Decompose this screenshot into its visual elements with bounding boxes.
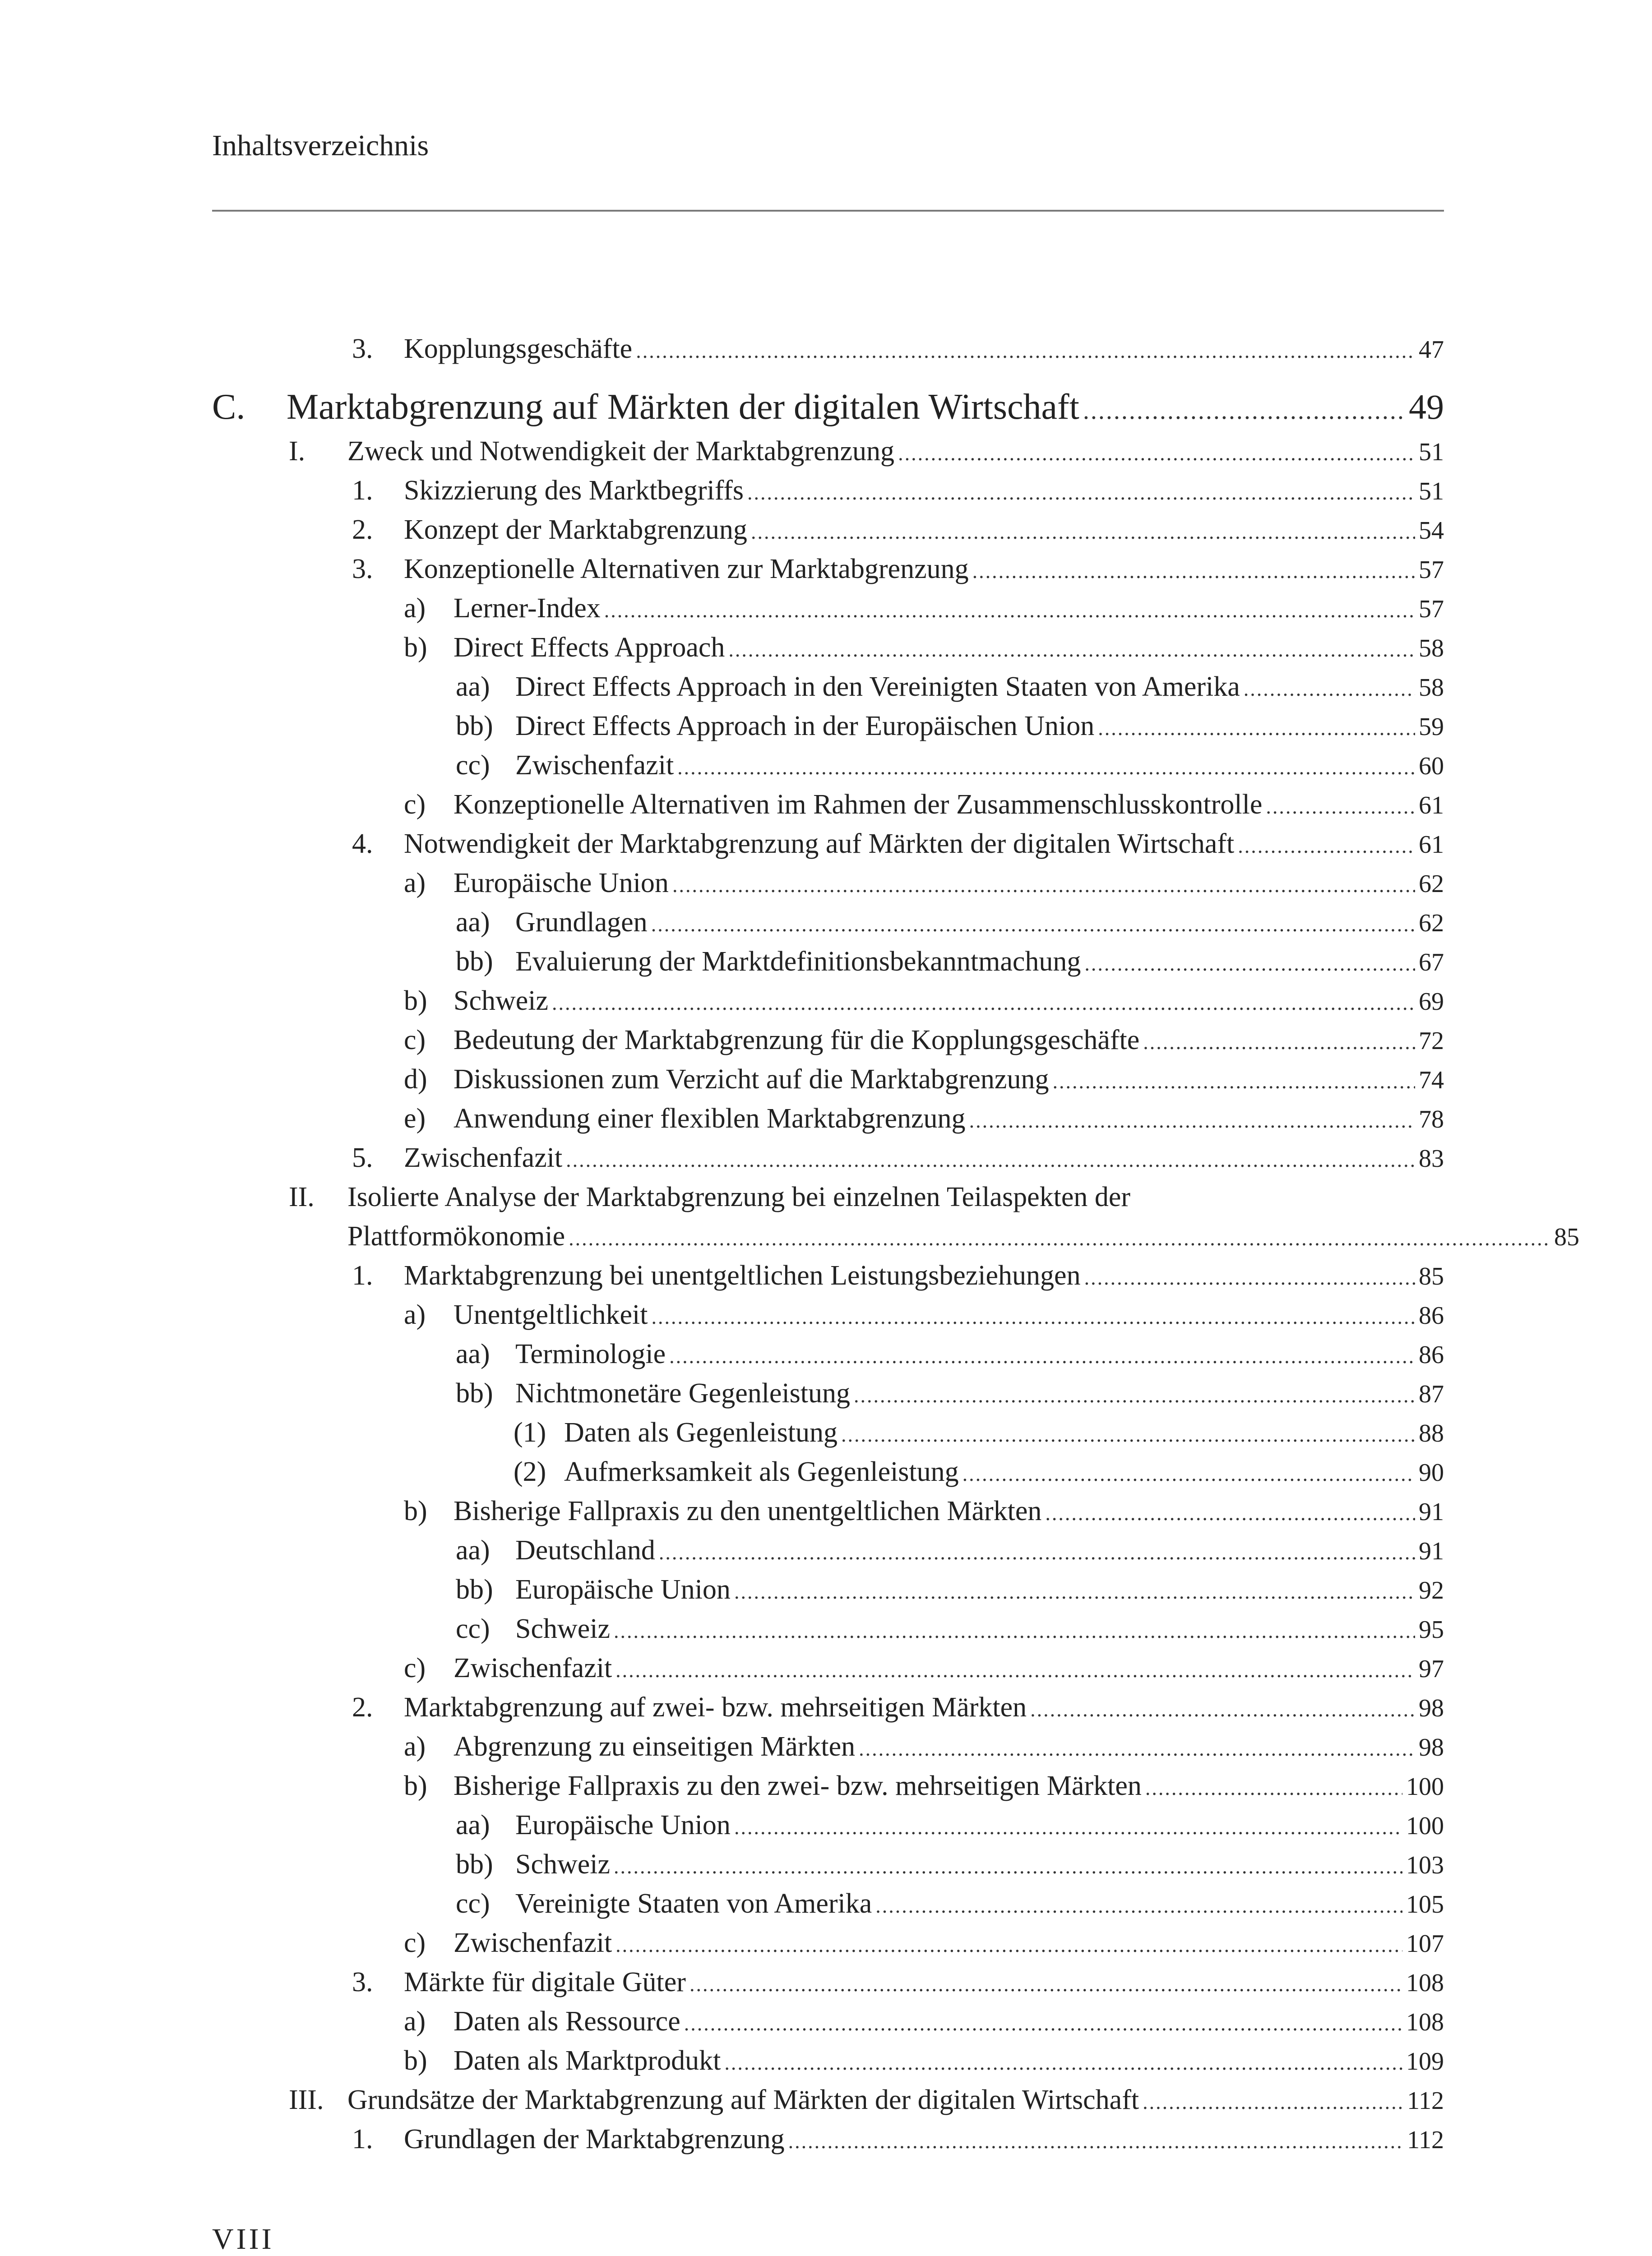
toc-entry[interactable] xyxy=(212,1570,1444,1609)
dot-leader xyxy=(751,512,1415,551)
toc-entry-page: 69 xyxy=(1419,988,1444,1016)
toc-entry[interactable] xyxy=(212,981,1444,1021)
dot-leader xyxy=(651,905,1415,944)
toc-entry-page: 109 xyxy=(1406,2048,1444,2076)
toc-entry-title: Aufmerksamkeit als Gegenleistung xyxy=(564,1456,959,1487)
toc-entry-number: c) xyxy=(404,1653,426,1683)
toc-entry[interactable] xyxy=(212,824,1444,864)
dot-leader xyxy=(659,1533,1415,1572)
toc-entry-number: b) xyxy=(404,1771,427,1801)
toc-entry-page: 86 xyxy=(1419,1302,1444,1330)
toc-entry[interactable] xyxy=(212,864,1444,903)
toc-entry-title: Terminologie xyxy=(515,1339,666,1369)
toc-entry-page: 108 xyxy=(1406,1969,1444,1997)
toc-entry-title: Grundlagen der Marktabgrenzung xyxy=(404,2124,785,2154)
toc-entry[interactable] xyxy=(212,1649,1444,1688)
toc-entry-number: cc) xyxy=(456,1888,490,1919)
toc-entry[interactable] xyxy=(212,667,1444,707)
dot-leader xyxy=(1238,826,1415,865)
toc-entry-page: 54 xyxy=(1419,517,1444,545)
toc-entry[interactable] xyxy=(212,707,1444,746)
table-of-contents xyxy=(212,329,1579,2159)
toc-entry-title: Notwendigkeit der Marktabgrenzung auf Märkten der digitalen Wirtschaft xyxy=(404,828,1235,859)
toc-entry-page: 91 xyxy=(1419,1537,1444,1565)
toc-entry-number: 1. xyxy=(352,475,373,506)
dot-leader xyxy=(1084,944,1415,983)
toc-entry-title: Europäische Union xyxy=(453,868,669,898)
toc-entry-number: aa) xyxy=(456,671,490,702)
toc-entry-title: Konzept der Marktabgrenzung xyxy=(404,514,747,545)
dot-leader xyxy=(1266,787,1415,826)
toc-entry[interactable] xyxy=(212,785,1444,824)
toc-entry-page: 72 xyxy=(1419,1027,1444,1055)
toc-entry-title: Evaluierung der Marktdefinitionsbekanntmachung xyxy=(515,946,1081,977)
toc-entry-title: Zweck und Notwendigkeit der Marktabgrenzung xyxy=(347,436,895,467)
dot-leader xyxy=(747,473,1415,512)
toc-entry-page: 67 xyxy=(1419,948,1444,976)
toc-entry-title: Diskussionen zum Verzicht auf die Marktabgrenzung xyxy=(453,1064,1049,1095)
toc-entry[interactable] xyxy=(212,1766,1444,1806)
dot-leader xyxy=(614,1847,1402,1886)
toc-entry-page: 78 xyxy=(1419,1105,1444,1133)
toc-entry-number: aa) xyxy=(456,1535,490,1566)
dot-leader xyxy=(669,1336,1415,1376)
toc-entry-title: Bedeutung der Marktabgrenzung für die Kopplungsgeschäfte xyxy=(453,1025,1140,1055)
toc-entry-number: (2) xyxy=(514,1456,546,1487)
dot-leader xyxy=(684,2004,1402,2043)
toc-entry-page: 91 xyxy=(1419,1498,1444,1526)
toc-entry-page: 85 xyxy=(1419,1262,1444,1290)
toc-entry-page: 57 xyxy=(1419,595,1444,623)
toc-entry-page: 112 xyxy=(1407,2126,1444,2154)
toc-entry-page: 92 xyxy=(1419,1576,1444,1604)
toc-entry-title: Schweiz xyxy=(453,985,549,1016)
toc-entry-number: b) xyxy=(404,2045,427,2076)
toc-entry-title: Zwischenfazit xyxy=(453,1653,612,1683)
dot-leader xyxy=(972,551,1415,591)
toc-entry[interactable] xyxy=(212,2002,1444,2041)
toc-entry-title: Zwischenfazit xyxy=(404,1142,563,1173)
header-rule xyxy=(212,210,1444,212)
toc-entry[interactable] xyxy=(212,628,1444,667)
dot-leader xyxy=(566,1140,1415,1179)
dot-leader xyxy=(1143,1022,1415,1062)
dot-leader xyxy=(615,1925,1402,1965)
toc-entry-title: Abgrenzung zu einseitigen Märkten xyxy=(453,1731,856,1762)
toc-entry-page: 57 xyxy=(1419,556,1444,584)
toc-entry-page: 47 xyxy=(1419,336,1444,364)
toc-entry-number: a) xyxy=(404,1299,426,1330)
toc-entry-title: Nichtmonetäre Gegenleistung xyxy=(515,1378,851,1409)
toc-entry[interactable] xyxy=(212,1727,1444,1766)
dot-leader xyxy=(875,1886,1402,1925)
toc-entry-page: 51 xyxy=(1419,477,1444,505)
toc-entry-number: aa) xyxy=(456,1339,490,1369)
toc-entry-title: Schweiz xyxy=(515,1849,611,1880)
toc-entry[interactable] xyxy=(212,1963,1444,2002)
toc-entry-title: Daten als Gegenleistung xyxy=(564,1417,838,1448)
toc-entry-title: Deutschland xyxy=(515,1535,655,1566)
toc-entry-page: 62 xyxy=(1419,909,1444,937)
toc-entry-title: Unentgeltlichkeit xyxy=(453,1299,648,1330)
toc-entry-title: Daten als Marktprodukt xyxy=(453,2045,721,2076)
toc-entry[interactable] xyxy=(212,1021,1444,1060)
dot-leader xyxy=(1084,1258,1415,1297)
dot-leader xyxy=(734,1808,1402,1847)
toc-entry-number: a) xyxy=(404,868,426,898)
toc-entry-page: 112 xyxy=(1407,2087,1444,2115)
toc-entry-page: 83 xyxy=(1419,1145,1444,1173)
toc-entry-number: 5. xyxy=(352,1142,373,1173)
toc-entry[interactable] xyxy=(212,1452,1444,1492)
toc-entry[interactable] xyxy=(212,1884,1444,1923)
toc-entry[interactable] xyxy=(212,2120,1444,2159)
dot-leader xyxy=(615,1650,1415,1690)
dot-leader xyxy=(788,2122,1404,2161)
toc-entry-title: Grundlagen xyxy=(515,907,648,938)
toc-entry[interactable] xyxy=(212,1335,1444,1374)
toc-entry-number: bb) xyxy=(456,711,493,741)
toc-entry-number: (1) xyxy=(514,1417,546,1448)
toc-entry-number: a) xyxy=(404,1731,426,1762)
toc-entry-number: 1. xyxy=(352,2124,373,2154)
dot-leader xyxy=(677,748,1415,787)
toc-entry-page: 87 xyxy=(1419,1380,1444,1408)
toc-entry-number: aa) xyxy=(456,907,490,938)
toc-entry[interactable] xyxy=(212,432,1444,471)
toc-entry-page: 88 xyxy=(1419,1419,1444,1447)
toc-entry[interactable] xyxy=(212,550,1444,589)
toc-entry-number: 2. xyxy=(352,1692,373,1723)
toc-entry-page: 85 xyxy=(1554,1223,1579,1251)
toc-entry-title: Direct Effects Approach xyxy=(453,632,725,663)
toc-entry[interactable] xyxy=(212,1688,1444,1727)
toc-entry-title: Bisherige Fallpraxis zu den unentgeltlichen Märkten xyxy=(453,1496,1042,1526)
toc-entry-number: b) xyxy=(404,1496,427,1526)
toc-entry-number: a) xyxy=(404,593,426,624)
dot-leader xyxy=(1030,1690,1415,1729)
dot-leader xyxy=(1052,1062,1415,1101)
toc-entry-page: 100 xyxy=(1406,1773,1444,1801)
toc-entry-page: 58 xyxy=(1419,674,1444,702)
toc-entry-number: a) xyxy=(404,2006,426,2037)
dot-leader xyxy=(963,1454,1415,1493)
toc-entry-page: 98 xyxy=(1419,1694,1444,1722)
toc-entry[interactable] xyxy=(212,746,1444,785)
dot-leader xyxy=(689,1965,1402,2004)
toc-entry-title: Grundsätze der Marktabgrenzung auf Märkten der digitalen Wirtschaft xyxy=(347,2085,1139,2115)
dot-leader xyxy=(1244,669,1415,708)
toc-entry[interactable] xyxy=(212,1492,1444,1531)
toc-entry[interactable] xyxy=(212,589,1444,628)
dot-leader xyxy=(636,331,1415,370)
toc-entry-title: Plattformökonomie xyxy=(347,1221,565,1252)
dot-leader xyxy=(854,1376,1415,1415)
toc-entry[interactable] xyxy=(212,1099,1444,1138)
toc-entry-title: Konzeptionelle Alternativen zur Marktabgrenzung xyxy=(404,554,969,584)
dot-leader xyxy=(969,1101,1415,1140)
toc-entry-page: 100 xyxy=(1406,1812,1444,1840)
dot-leader xyxy=(651,1297,1415,1336)
toc-entry-number: bb) xyxy=(456,946,493,977)
toc-entry-number: bb) xyxy=(456,1574,493,1605)
toc-entry-number: 3. xyxy=(352,1967,373,1997)
toc-entry-title: Schweiz xyxy=(515,1613,611,1644)
toc-entry-page: 98 xyxy=(1419,1734,1444,1761)
page-number: VIII xyxy=(212,2223,274,2256)
toc-entry-number: 3. xyxy=(352,554,373,584)
toc-entry[interactable] xyxy=(212,1138,1444,1178)
toc-entry-title: Marktabgrenzung auf zwei- bzw. mehrseitigen Märkten xyxy=(404,1692,1027,1723)
dot-leader xyxy=(1083,386,1405,435)
toc-entry[interactable] xyxy=(212,1413,1444,1452)
dot-leader xyxy=(552,983,1415,1022)
toc-entry-page: 103 xyxy=(1406,1851,1444,1879)
dot-leader xyxy=(604,591,1415,630)
toc-entry-page: 74 xyxy=(1419,1066,1444,1094)
toc-entry-number: III. xyxy=(289,2085,324,2115)
toc-entry[interactable] xyxy=(212,1806,1444,1845)
toc-entry-number: cc) xyxy=(456,1613,490,1644)
toc-entry-number: b) xyxy=(404,632,427,663)
toc-entry[interactable] xyxy=(212,2080,1444,2120)
toc-entry[interactable] xyxy=(212,2041,1444,2080)
toc-entry-title: Zwischenfazit xyxy=(453,1928,612,1958)
toc-entry-page: 105 xyxy=(1406,1891,1444,1919)
toc-entry-title: Zwischenfazit xyxy=(515,750,674,781)
toc-entry-number: c) xyxy=(404,1928,426,1958)
dot-leader xyxy=(728,630,1415,669)
toc-entry-number: I. xyxy=(289,436,305,467)
dot-leader xyxy=(859,1729,1415,1768)
dot-leader xyxy=(1143,2082,1403,2122)
toc-entry[interactable] xyxy=(212,1845,1444,1884)
toc-entry-number: c) xyxy=(404,789,426,820)
toc-entry-title: Bisherige Fallpraxis zu den zwei- bzw. mehrseitigen Märkten xyxy=(453,1771,1142,1801)
toc-entry-title: Lerner-Index xyxy=(453,593,601,624)
toc-entry[interactable] xyxy=(212,1374,1444,1413)
toc-entry-title: Europäische Union xyxy=(515,1810,731,1840)
toc-entry[interactable] xyxy=(212,382,1444,432)
dot-leader xyxy=(1045,1493,1415,1533)
toc-entry-title: Märkte für digitale Güter xyxy=(404,1967,686,1997)
toc-entry-title: Direct Effects Approach in den Vereinigten Staaten von Amerika xyxy=(515,671,1240,702)
toc-entry-page: 61 xyxy=(1419,791,1444,819)
dot-leader xyxy=(1098,708,1415,748)
toc-entry[interactable] xyxy=(212,903,1444,942)
toc-entry[interactable] xyxy=(212,1531,1444,1570)
toc-entry-page: 86 xyxy=(1419,1341,1444,1369)
dot-leader xyxy=(1145,1768,1402,1808)
toc-entry[interactable] xyxy=(212,510,1444,550)
toc-entry[interactable] xyxy=(212,471,1444,510)
toc-entry[interactable] xyxy=(212,942,1444,981)
toc-entry-title: Direct Effects Approach in der Europäischen Union xyxy=(515,711,1095,741)
toc-entry-page: 60 xyxy=(1419,752,1444,780)
toc-entry-page: 95 xyxy=(1419,1616,1444,1644)
toc-entry-number: bb) xyxy=(456,1849,493,1880)
toc-entry-title: Europäische Union xyxy=(515,1574,731,1605)
toc-entry-title: Anwendung einer flexiblen Marktabgrenzung xyxy=(453,1103,966,1134)
toc-entry-title: Kopplungsgeschäfte xyxy=(404,333,633,364)
toc-entry-title: Daten als Ressource xyxy=(453,2006,680,2037)
dot-leader xyxy=(734,1572,1415,1611)
toc-entry-number: c) xyxy=(404,1025,426,1055)
toc-entry-title: Vereinigte Staaten von Amerika xyxy=(515,1888,872,1919)
toc-entry-number: 3. xyxy=(352,333,373,364)
toc-entry[interactable] xyxy=(212,1060,1444,1099)
toc-entry-page: 107 xyxy=(1406,1930,1444,1958)
toc-entry-number: 4. xyxy=(352,828,373,859)
toc-entry-number: b) xyxy=(404,985,427,1016)
toc-entry-number: d) xyxy=(404,1064,427,1095)
toc-entry-page: 62 xyxy=(1419,870,1444,898)
toc-entry-number: aa) xyxy=(456,1810,490,1840)
toc-entry-number: II. xyxy=(289,1182,315,1212)
toc-entry-number: cc) xyxy=(456,750,490,781)
toc-entry-number: bb) xyxy=(456,1378,493,1409)
toc-entry-title: Konzeptionelle Alternativen im Rahmen der Zusammenschlusskontrolle xyxy=(453,789,1263,820)
toc-entry-number: 1. xyxy=(352,1260,373,1291)
toc-entry[interactable] xyxy=(212,1178,1579,1256)
toc-entry-number: C. xyxy=(212,387,245,427)
toc-entry-page: 108 xyxy=(1406,2008,1444,2036)
toc-entry-number: e) xyxy=(404,1103,426,1134)
toc-entry-page: 97 xyxy=(1419,1655,1444,1683)
toc-entry[interactable] xyxy=(212,1923,1444,1963)
toc-entry-title: Marktabgrenzung bei unentgeltlichen Leistungsbeziehungen xyxy=(404,1260,1081,1291)
toc-entry-page: 51 xyxy=(1419,438,1444,466)
toc-entry-page: 90 xyxy=(1419,1459,1444,1487)
toc-entry[interactable] xyxy=(212,1295,1444,1335)
toc-entry-title: Isolierte Analyse der Marktabgrenzung bei einzelnen Teilaspekten der xyxy=(347,1182,1131,1212)
toc-entry[interactable] xyxy=(212,329,1444,369)
toc-entry-title: Skizzierung des Marktbegriffs xyxy=(404,475,744,506)
toc-entry-page: 58 xyxy=(1419,634,1444,662)
toc-entry-page: 61 xyxy=(1419,831,1444,859)
toc-entry-page: 49 xyxy=(1409,387,1444,426)
dot-leader xyxy=(841,1415,1415,1454)
dot-leader xyxy=(672,865,1415,905)
toc-entry-page: 59 xyxy=(1419,713,1444,741)
toc-entry-title: Marktabgrenzung auf Märkten der digitalen Wirtschaft xyxy=(287,387,1079,427)
toc-entry[interactable] xyxy=(212,1609,1444,1649)
toc-entry[interactable] xyxy=(212,1256,1444,1295)
dot-leader xyxy=(569,1219,1550,1256)
toc-entry-number: 2. xyxy=(352,514,373,545)
dot-leader xyxy=(614,1611,1415,1650)
dot-leader xyxy=(724,2043,1402,2082)
running-header: Inhaltsverzeichnis xyxy=(212,129,429,162)
dot-leader xyxy=(898,434,1415,473)
